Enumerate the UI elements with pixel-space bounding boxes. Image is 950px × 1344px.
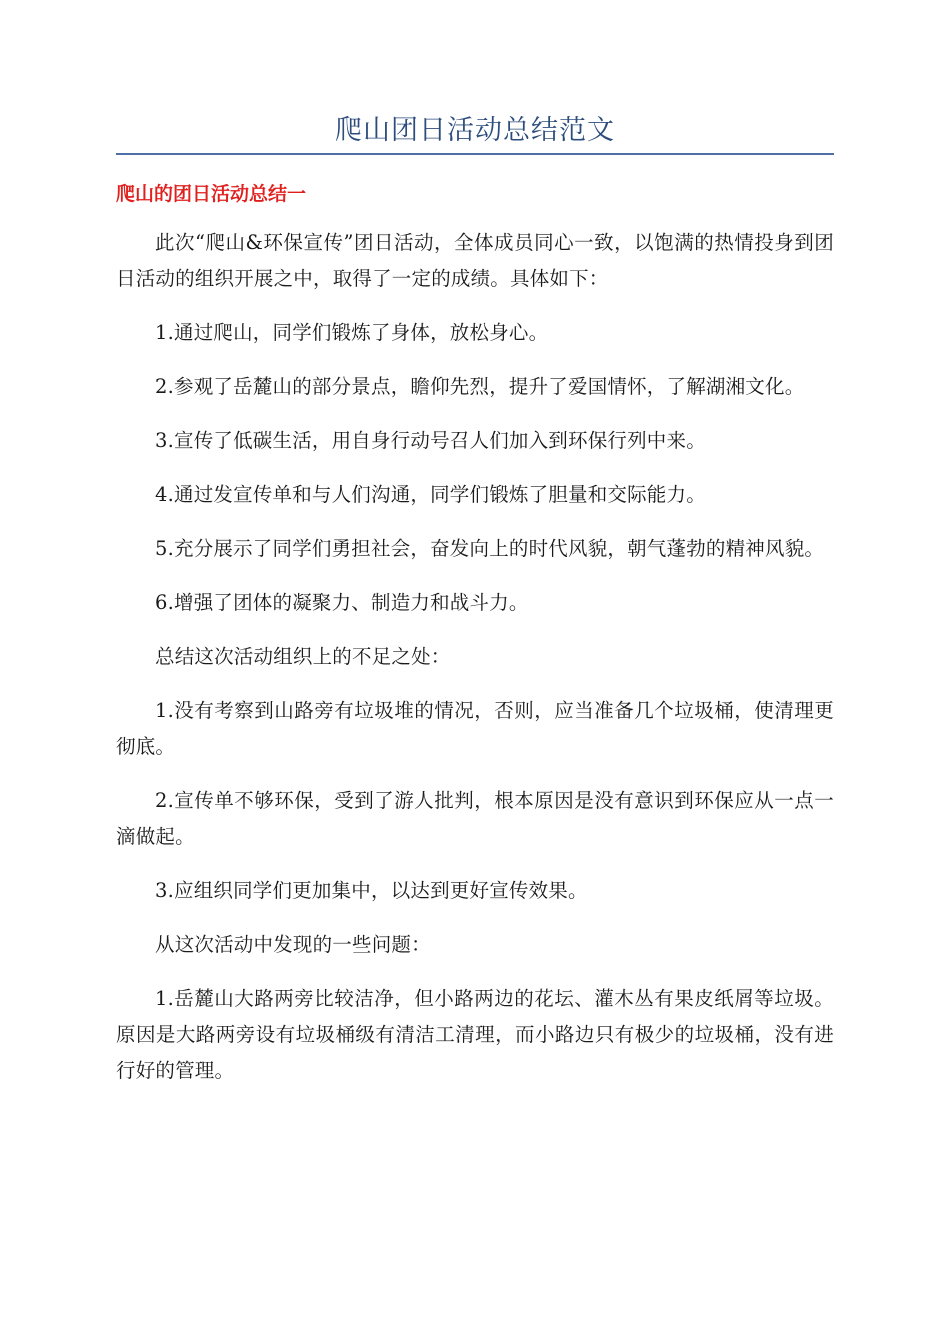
- paragraph: 2.参观了岳麓山的部分景点，瞻仰先烈，提升了爱国情怀，了解湖湘文化。: [155, 375, 805, 398]
- paragraph: 1.通过爬山，同学们锻炼了身体，放松身心。: [155, 321, 549, 344]
- title-underline: [116, 153, 834, 155]
- paragraph: 6.增强了团体的凝聚力、制造力和战斗力。: [155, 591, 529, 614]
- paragraph: 此次“爬山&环保宣传”团日活动，全体成员同心一致，以饱满的热情投身到团日活动的组织开展之中，取得了一定的成绩。具体如下：: [116, 231, 834, 290]
- paragraph: 3.宣传了低碳生活，用自身行动号召人们加入到环保行列中来。: [155, 429, 706, 452]
- paragraph: 1.没有考察到山路旁有垃圾堆的情况，否则，应当准备几个垃圾桶，使清理更彻底。: [116, 699, 834, 758]
- paragraph: 1.岳麓山大路两旁比较洁净，但小路两边的花坛、灌木丛有果皮纸屑等垃圾。原因是大路两旁设有垃圾桶级有清洁工清理，而小路边只有极少的垃圾桶，没有进行好的管理。: [116, 987, 834, 1082]
- document-title: 爬山团日活动总结范文: [335, 115, 615, 146]
- paragraph: 3.应组织同学们更加集中，以达到更好宣传效果。: [155, 879, 588, 902]
- paragraph: 5.充分展示了同学们勇担社会，奋发向上的时代风貌，朝气蓬勃的精神风貌。: [155, 537, 825, 560]
- paragraph: 4.通过发宣传单和与人们沟通，同学们锻炼了胆量和交际能力。: [155, 483, 706, 506]
- paragraph: 总结这次活动组织上的不足之处：: [155, 645, 451, 668]
- paragraph: 从这次活动中发现的一些问题：: [155, 933, 431, 956]
- paragraph: 2.宣传单不够环保，受到了游人批判，根本原因是没有意识到环保应从一点一滴做起。: [116, 789, 834, 848]
- document-body: [116, 225, 834, 1107]
- section-heading: 爬山的团日活动总结一: [116, 183, 307, 205]
